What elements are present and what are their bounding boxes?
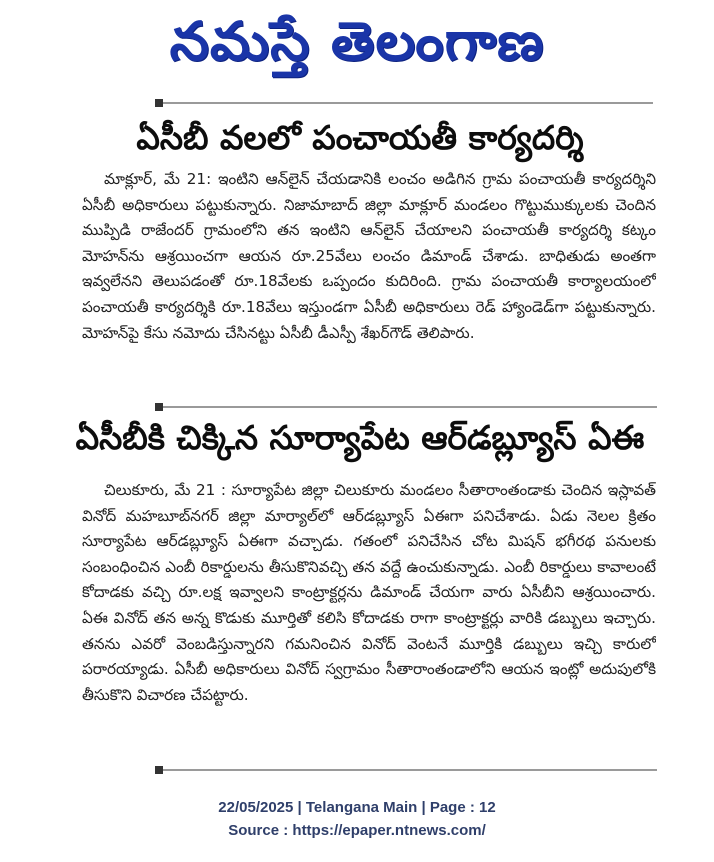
edition-info: 22/05/2025 | Telangana Main | Page : 12 <box>218 799 496 816</box>
rule-cap-bottom-left <box>155 766 163 774</box>
rule-cap-top-left <box>155 99 163 107</box>
article-2-paragraph: చిలుకూరు, మే 21 : సూర్యాపేట జిల్లా చిలుకూరు మండలం సీతారాంతండాకు చెందిన ఇస్లావత్ వినోద్ మహబూబ్‌నగర్ జిల్లా మార్యాల్‌లో ఆర్‌డబ్ల్యూస్ ఏఈగా పనిచేశాడు. ఏడు నెలల క్రితం సూర్యాపేట ఆర్‌డబ్ల్యూస్ ఏఈగా వచ్చాడు. గతంలో పనిచేసిన చోట మిషన్ భగీరథ పనులకు సంబంధించిన ఎంబీ రికార్డులను తీసుకొనివచ్చి తన వద్దే ఉంచుకున్నాడు. ఎంబీ రికార్డులు కావాలంటే కోదాడకు వచ్చి రూ.లక్ష ఇవ్వాలని కాంట్రాక్టర్లను డిమాండ్ చేయగా వారు ఏసీబీని ఆశ్రయించారు. ఏఈ వినోద్ తన అన్న కొడుకు మూర్తితో కలిసి కోదాడకు రాగా కాంట్రాక్టర్లు వారికి డబ్బులు ఇచ్చారు. తనను ఎవరో వెంబడిస్తున్నారని గమనించిన వినోద్ వెంటనే మూర్తికి డబ్బులు ఇచ్చి కారులో పరారయ్యాడు. ఏసీబీ అధికారులు వినోద్ స్వగ్రామం సీతారాంతండాలోని ఆయన ఇంట్లో అదుపులోకి తీసుకొని విచారణ చేపట్టారు. <box>82 481 656 704</box>
article-1-headline: ఏసీబీ వలలో పంచాయతీ కార్యదర్శి <box>136 118 584 157</box>
article-1-paragraph: మాక్లూర్, మే 21: ఇంటిని ఆన్‌లైన్ చేయడానికి లంచం అడిగిన గ్రామ పంచాయతీ కార్యదర్శిని ఏసీబీ అధికారులు పట్టుకున్నారు. నిజామాబాద్ జిల్లా మాక్లూర్ మండలం గొట్టుముక్కులకు చెందిన ముప్పిడి రాజేందర్ గ్రామంలోని తన ఇంటిని ఆన్‌లైన్ చేయాలని పంచాయతీ కార్యదర్శి కట్కం మోహన్‌ను ఆశ్రయించగా ఆయన రూ.25వేలు లంచం డిమాండ్ చేశాడు. బాధితుడు అంతగా ఇవ్వలేనని తెలుపడంతో రూ.18వేలకు ఒప్పందం కుదిరింది. గ్రామ పంచాయతీ కార్యాలయంలో పంచాయతీ కార్యదర్శికి రూ.18వేలు ఇస్తుండగా ఏసీబీ అధికారులు రెడ్ హ్యాండెడ్‌గా పట్టుకున్నారు. మోహన్‌పై కేసు నమోదు చేసినట్టు ఏసీబీ డీఎస్పీ శేఖర్‌గౌడ్ తెలిపారు. <box>82 170 656 342</box>
article-1-body <box>82 167 656 395</box>
source-info: Source : https://epaper.ntnews.com/ <box>228 822 486 839</box>
article-2-headline: ఏసీబీకి చిక్కిన సూర్యాపేట ఆర్‌డబ్ల్యూస్ ఏఈ <box>75 418 645 457</box>
rule-cap-middle-left <box>155 403 163 411</box>
masthead <box>0 0 714 96</box>
article-2-body <box>82 478 656 750</box>
newspaper-logo: నమస్తే తెలంగాణ <box>169 10 545 73</box>
divider-bottom <box>163 769 657 771</box>
divider-top <box>163 102 653 104</box>
divider-middle <box>163 406 657 408</box>
